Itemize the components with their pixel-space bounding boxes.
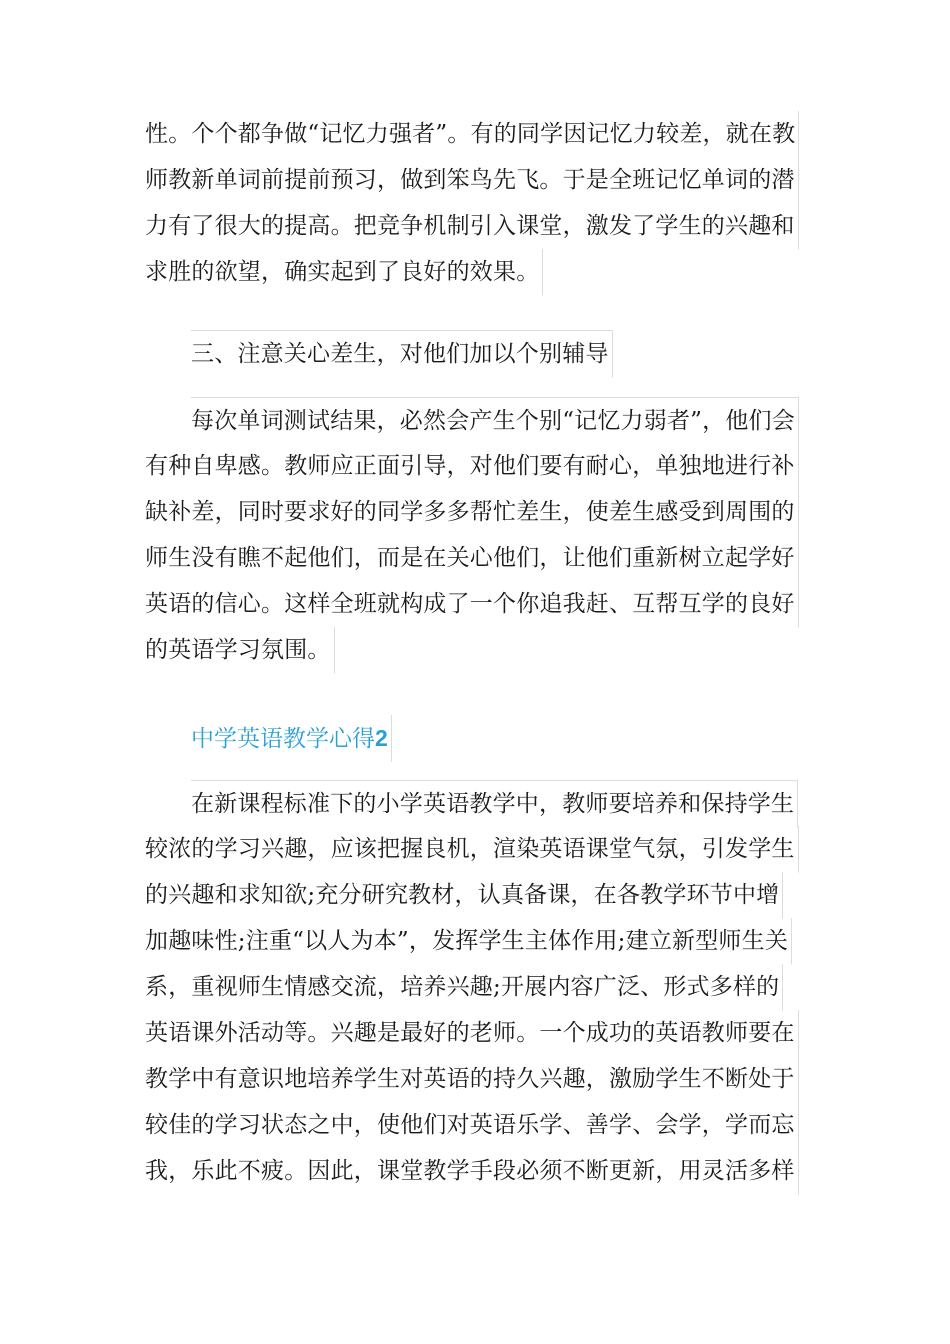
text-line [145,489,807,535]
section-heading-number: 2 [375,725,388,751]
paragraph-2 [145,397,807,673]
text-line [145,443,807,489]
text-line-content: 英语课外活动等。兴趣是最好的老师。一个成功的英语教师要在 [145,1010,799,1057]
text-line [145,1056,807,1102]
text-line [145,1102,807,1148]
text-line [145,397,807,443]
text-line [145,872,807,918]
text-line-content: 较佳的学习状态之中，使他们对英语乐学、善学、会学，学而忘 [145,1102,799,1149]
text-line [145,1010,807,1056]
text-line-content: 在新课程标准下的小学英语教学中，教师要培养和保持学生 [191,780,798,828]
text-line [145,203,807,249]
text-line [145,249,807,295]
text-line [145,627,807,673]
text-line-content: 师教新单词前提前预习，做到笨鸟先飞。于是全班记忆单词的潜 [145,157,799,204]
section-heading-text: 中学英语教学心得 [191,726,375,752]
text-line [145,111,807,157]
text-line-content: 每次单词测试结果，必然会产生个别“记忆力弱者”，他们会 [191,397,799,445]
text-line-content: 有种自卑感。教师应正面引导，对他们要有耐心，单独地进行补 [145,443,799,490]
text-line [145,964,807,1010]
text-line-content: 求胜的欲望，确实起到了良好的效果。 [145,249,543,296]
section-title-line [145,330,807,376]
text-line [145,535,807,581]
text-line-content: 教学中有意识地培养学生对英语的持久兴趣，激励学生不断处于 [145,1056,799,1103]
text-line-content: 较浓的学习兴趣，应该把握良机，渲染英语课堂气氛，引发学生 [145,826,799,873]
section-3-title [145,330,807,376]
text-line [145,826,807,872]
text-line-content: 缺补差，同时要求好的同学多多帮忙差生，使差生感受到周围的 [145,489,799,536]
text-line [145,581,807,627]
text-line [145,1148,807,1194]
text-line-content: 系，重视师生情感交流，培养兴趣;开展内容广泛、形式多样的 [145,964,783,1011]
section-title-text: 三、注意关心差生，对他们加以个别辅导 [191,330,613,378]
section-heading-content [191,715,392,762]
text-line-content: 的英语学习氛围。 [145,627,335,674]
text-line-content: 力有了很大的提高。把竞争机制引入课堂，激发了学生的兴趣和 [145,203,799,250]
paragraph-3 [145,780,807,1194]
text-line-content: 性。个个都争做“记忆力强者”。有的同学因记忆力较差，就在教 [145,111,799,158]
text-line [145,157,807,203]
text-line-content: 英语的信心。这样全班就构成了一个你追我赶、互帮互学的良好 [145,581,799,628]
text-line [145,918,807,964]
text-line-content: 加趣味性;注重“以人为本”，发挥学生主体作用;建立新型师生关 [145,918,792,965]
paragraph-1 [145,111,807,295]
section-heading [191,715,392,761]
text-line-content: 的兴趣和求知欲;充分研究教材，认真备课，在各教学环节中增 [145,872,783,919]
text-line-content: 我，乐此不疲。因此，课堂教学手段必须不断更新，用灵活多样 [145,1148,799,1195]
text-line [145,780,807,826]
text-line-content: 师生没有瞧不起他们，而是在关心他们，让他们重新树立起学好 [145,535,799,582]
